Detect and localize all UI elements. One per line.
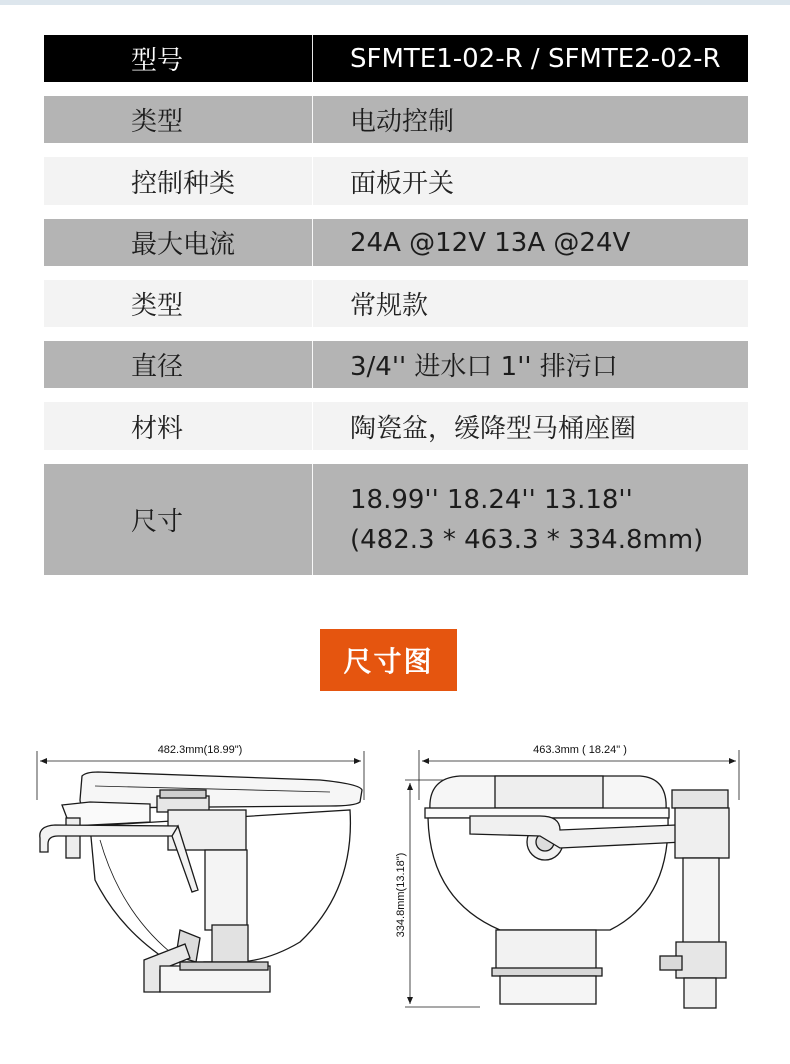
- spec-label: 型号: [131, 46, 184, 76]
- spec-row-material: [44, 402, 748, 450]
- spec-value: 面板开关: [350, 168, 455, 199]
- column-divider: [312, 96, 313, 143]
- column-divider: [312, 157, 313, 205]
- size-mm: (482.3 * 463.3 * 334.8mm): [350, 524, 704, 555]
- spec-label: 类型: [131, 107, 184, 137]
- spec-value: 电动控制: [350, 107, 455, 137]
- spec-label: 最大电流: [131, 230, 236, 260]
- spec-row-type: [44, 96, 748, 143]
- spec-value: [314, 480, 748, 560]
- spec-value: 陶瓷盆，缓降型马桶座圈: [350, 413, 637, 444]
- spec-row-style: [44, 280, 748, 327]
- spec-table: [44, 35, 748, 575]
- spec-row-size: [44, 464, 748, 575]
- spec-value: 3/4'' 进水口 1'' 排污口: [350, 352, 618, 382]
- spec-row-current: [44, 219, 748, 266]
- spec-label: 类型: [131, 291, 184, 321]
- column-divider: [312, 280, 313, 327]
- section-title-badge: 尺寸图: [320, 629, 457, 691]
- spec-row-model: [44, 35, 748, 82]
- spec-value: 常规款: [350, 291, 429, 321]
- spec-row-diameter: [44, 341, 748, 388]
- column-divider: [312, 219, 313, 266]
- top-strip: [0, 0, 790, 5]
- spec-label: 控制种类: [131, 168, 236, 199]
- size-inches: 18.99'' 18.24'' 13.18'': [350, 484, 633, 515]
- height-label: 334.8mm(13.18"): [395, 852, 407, 938]
- front-view-toilet: [405, 750, 739, 1008]
- side-width-label: 482.3mm(18.99"): [157, 744, 243, 756]
- dimension-drawing: [0, 730, 790, 1030]
- column-divider: [312, 464, 313, 575]
- spec-label: 直径: [131, 352, 184, 382]
- front-width-label: 463.3mm ( 18.24" ): [533, 744, 627, 756]
- spec-value: SFMTE1-02-R / SFMTE2-02-R: [350, 43, 721, 74]
- spec-row-control: [44, 157, 748, 205]
- spec-label: 材料: [131, 413, 184, 444]
- column-divider: [312, 35, 313, 82]
- column-divider: [312, 341, 313, 388]
- side-view-toilet: [37, 751, 364, 992]
- spec-value: 24A @12V 13A @24V: [350, 227, 631, 258]
- spec-label: 尺寸: [131, 507, 184, 537]
- column-divider: [312, 402, 313, 450]
